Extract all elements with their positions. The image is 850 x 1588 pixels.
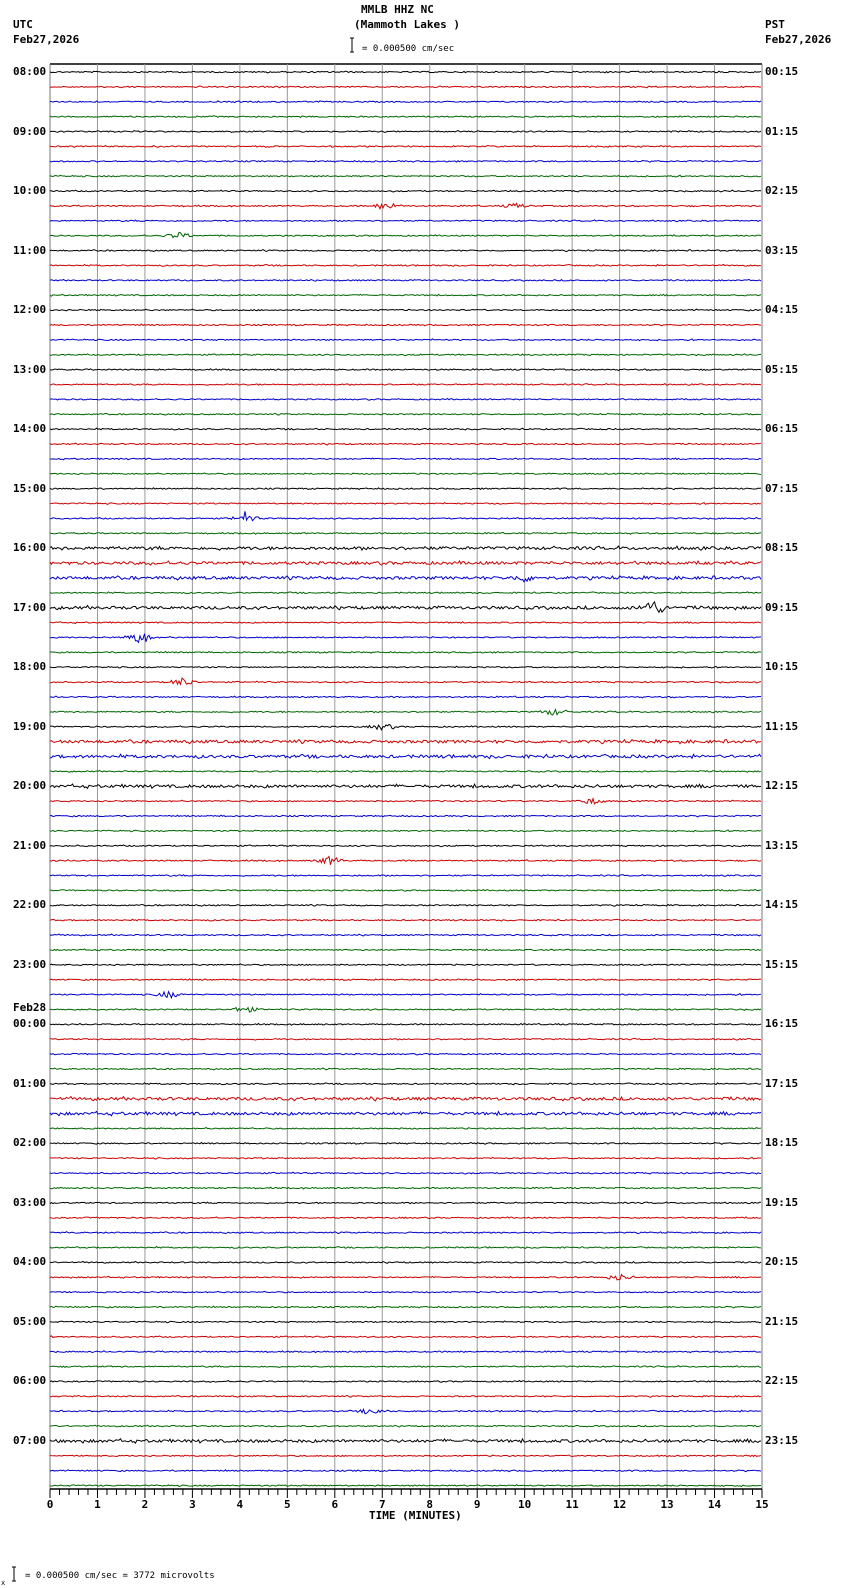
seismic-trace bbox=[50, 458, 761, 460]
seismic-trace bbox=[50, 724, 761, 729]
seismic-trace bbox=[50, 413, 761, 415]
seismic-trace bbox=[50, 576, 761, 582]
station-location: (Mammoth Lakes ) bbox=[354, 18, 460, 31]
seismic-trace bbox=[50, 443, 761, 445]
pst-hour-label: 12:15 bbox=[765, 779, 799, 793]
seismic-trace bbox=[50, 309, 761, 311]
seismic-trace bbox=[50, 190, 761, 192]
seismic-trace bbox=[50, 634, 761, 643]
x-tick-label: 9 bbox=[473, 1498, 481, 1511]
utc-hour-label: 13:00 bbox=[13, 362, 47, 376]
pst-hour-label: 16:15 bbox=[765, 1017, 799, 1031]
seismic-trace bbox=[50, 592, 761, 594]
seismic-trace bbox=[50, 384, 761, 386]
pst-hour-label: 03:15 bbox=[765, 243, 799, 257]
seismic-trace bbox=[50, 949, 761, 951]
x-tick-label: 10 bbox=[518, 1498, 532, 1511]
utc-hour-label: 17:00 bbox=[13, 600, 47, 614]
x-tick-label: 5 bbox=[284, 1498, 291, 1511]
pst-hour-label: 13:15 bbox=[765, 838, 799, 852]
seismic-trace bbox=[50, 799, 761, 804]
seismic-trace bbox=[50, 1023, 761, 1025]
seismic-trace bbox=[50, 830, 761, 832]
seismic-trace bbox=[50, 875, 761, 877]
utc-hour-label: 19:00 bbox=[13, 719, 47, 733]
utc-hour-label: 15:00 bbox=[13, 481, 47, 495]
utc-hour-label: 11:00 bbox=[13, 243, 47, 257]
seismic-trace bbox=[50, 934, 761, 936]
left-timezone: UTC bbox=[13, 18, 33, 31]
seismic-trace bbox=[50, 398, 761, 400]
seismic-trace bbox=[50, 666, 761, 668]
utc-hour-label: 14:00 bbox=[13, 422, 47, 436]
seismic-trace bbox=[50, 1351, 761, 1353]
seismic-trace bbox=[50, 1097, 761, 1101]
seismic-trace bbox=[50, 919, 761, 921]
seismic-trace bbox=[50, 1381, 761, 1383]
utc-hour-label: 23:00 bbox=[13, 957, 47, 971]
pst-hour-label: 20:15 bbox=[765, 1255, 799, 1269]
pst-hour-label: 18:15 bbox=[765, 1136, 799, 1150]
pst-hour-label: 21:15 bbox=[765, 1314, 799, 1328]
utc-hour-label: 21:00 bbox=[13, 838, 47, 852]
footer-scale-bar-icon bbox=[12, 1567, 16, 1581]
x-tick-label: 7 bbox=[378, 1498, 386, 1511]
pst-hour-label: 06:15 bbox=[765, 422, 799, 436]
seismic-trace bbox=[50, 815, 761, 817]
seismic-trace bbox=[50, 1187, 761, 1189]
seismic-trace bbox=[50, 622, 761, 624]
pst-hour-label: 23:15 bbox=[765, 1433, 799, 1447]
seismic-trace bbox=[50, 1336, 761, 1338]
x-tick-label: 3 bbox=[189, 1498, 196, 1511]
x-tick-label: 14 bbox=[707, 1498, 722, 1511]
seismic-trace bbox=[50, 1409, 761, 1413]
seismic-trace bbox=[50, 131, 761, 133]
seismic-trace bbox=[50, 1395, 761, 1397]
seismic-trace bbox=[50, 1068, 761, 1070]
seismic-trace bbox=[50, 1008, 761, 1013]
seismic-trace bbox=[50, 651, 761, 653]
seismic-trace bbox=[50, 889, 761, 891]
utc-hour-label: 05:00 bbox=[13, 1314, 47, 1328]
seismic-trace bbox=[50, 1366, 761, 1368]
pst-hour-label: 08:15 bbox=[765, 541, 799, 555]
seismic-trace bbox=[50, 203, 761, 208]
pst-hour-label: 19:15 bbox=[765, 1195, 799, 1209]
x-tick-label: 15 bbox=[755, 1498, 769, 1511]
seismic-trace bbox=[50, 1202, 761, 1204]
pst-hour-label: 17:15 bbox=[765, 1076, 799, 1090]
seismic-trace bbox=[50, 145, 761, 147]
seismic-trace bbox=[50, 1111, 761, 1115]
seismic-trace bbox=[50, 1470, 761, 1472]
seismic-trace bbox=[50, 845, 761, 847]
seismic-trace bbox=[50, 1172, 761, 1174]
seismic-trace bbox=[50, 339, 761, 341]
seismic-trace bbox=[50, 86, 761, 88]
scale-label: = 0.000500 cm/sec bbox=[362, 44, 455, 54]
seismic-trace bbox=[50, 532, 761, 534]
seismic-trace bbox=[50, 1083, 761, 1085]
seismic-trace bbox=[50, 354, 761, 356]
seismic-trace bbox=[50, 71, 761, 73]
seismic-trace bbox=[50, 696, 761, 698]
seismic-trace bbox=[50, 175, 761, 177]
x-tick-label: 2 bbox=[141, 1498, 149, 1511]
pst-hour-label: 00:15 bbox=[765, 65, 799, 78]
utc-hour-label: 18:00 bbox=[13, 660, 47, 674]
utc-hour-label: 09:00 bbox=[13, 124, 47, 138]
x-tick-label: 1 bbox=[94, 1498, 101, 1511]
x-tick-label: 0 bbox=[46, 1498, 54, 1511]
seismic-trace bbox=[50, 1321, 761, 1323]
seismic-trace bbox=[50, 678, 761, 684]
seismic-trace bbox=[50, 1157, 761, 1159]
seismic-trace bbox=[50, 546, 761, 550]
seismic-trace bbox=[50, 324, 761, 326]
x-tick-label: 6 bbox=[331, 1498, 339, 1511]
scale-bar-icon bbox=[350, 38, 354, 52]
utc-hour-label: 16:00 bbox=[13, 541, 47, 555]
x-tick-label: 8 bbox=[426, 1498, 434, 1511]
seismic-trace bbox=[50, 709, 761, 715]
pst-hour-label: 10:15 bbox=[765, 660, 799, 674]
utc-hour-label: 07:00 bbox=[13, 1433, 47, 1447]
seismic-trace bbox=[50, 1274, 761, 1279]
utc-hour-label: 08:00 bbox=[13, 65, 47, 78]
utc-hour-label: 04:00 bbox=[13, 1255, 47, 1269]
seismic-trace bbox=[50, 1439, 761, 1443]
seismic-trace bbox=[50, 1455, 761, 1457]
seismic-trace bbox=[50, 1247, 761, 1249]
x-tick-label: 4 bbox=[236, 1498, 244, 1511]
seismic-trace bbox=[50, 754, 761, 758]
pst-hour-label: 04:15 bbox=[765, 303, 799, 317]
seismic-trace bbox=[50, 561, 761, 565]
seismic-trace bbox=[50, 220, 761, 222]
x-tick-label: 13 bbox=[660, 1498, 674, 1511]
x-axis-label: TIME (MINUTES) bbox=[369, 1509, 462, 1522]
x-tick-label: 11 bbox=[565, 1498, 579, 1511]
seismic-trace bbox=[50, 1291, 761, 1293]
right-date: Feb27,2026 bbox=[765, 33, 832, 46]
pst-hour-label: 15:15 bbox=[765, 957, 799, 971]
seismic-trace bbox=[50, 294, 761, 296]
seismic-trace bbox=[50, 979, 761, 981]
utc-hour-label: 06:00 bbox=[13, 1374, 47, 1388]
seismic-trace bbox=[50, 473, 761, 475]
seismic-trace bbox=[50, 784, 761, 788]
x-tick-label: 12 bbox=[612, 1498, 627, 1511]
seismic-trace bbox=[50, 1485, 761, 1487]
seismic-trace bbox=[50, 264, 761, 266]
utc-hour-label: 01:00 bbox=[13, 1076, 47, 1090]
seismic-trace bbox=[50, 369, 761, 371]
pst-hour-label: 09:15 bbox=[765, 600, 799, 614]
seismic-trace bbox=[50, 1232, 761, 1234]
seismic-trace bbox=[50, 856, 761, 864]
seismic-trace bbox=[50, 964, 761, 966]
seismic-trace bbox=[50, 488, 761, 490]
seismic-trace bbox=[50, 250, 761, 252]
utc-hour-label: 20:00 bbox=[13, 779, 47, 793]
utc-hour-label: 02:00 bbox=[13, 1136, 47, 1150]
left-date: Feb27,2026 bbox=[13, 33, 80, 46]
utc-hour-label: 22:00 bbox=[13, 898, 47, 912]
seismic-trace bbox=[50, 1261, 761, 1263]
utc-hour-label: 12:00 bbox=[13, 303, 47, 317]
seismic-trace bbox=[50, 1038, 761, 1040]
seismic-trace bbox=[50, 279, 761, 281]
seismic-trace bbox=[50, 1425, 761, 1427]
pst-hour-label: 07:15 bbox=[765, 481, 799, 495]
seismic-trace bbox=[50, 770, 761, 772]
seismic-trace bbox=[50, 1142, 761, 1144]
seismic-trace bbox=[50, 992, 761, 998]
right-timezone: PST bbox=[765, 18, 785, 31]
seismic-trace bbox=[50, 101, 761, 103]
pst-hour-label: 05:15 bbox=[765, 362, 799, 376]
date-change-label: Feb28 bbox=[13, 1001, 47, 1014]
seismic-trace bbox=[50, 428, 761, 430]
seismic-trace bbox=[50, 740, 761, 744]
pst-hour-label: 11:15 bbox=[765, 719, 799, 733]
seismic-trace bbox=[50, 904, 761, 906]
footer-prefix: x bbox=[1, 1579, 6, 1587]
pst-hour-label: 14:15 bbox=[765, 898, 799, 912]
utc-hour-label: 03:00 bbox=[13, 1195, 47, 1209]
seismic-trace bbox=[50, 1128, 761, 1130]
seismic-trace bbox=[50, 1217, 761, 1219]
utc-hour-label: 00:00 bbox=[13, 1017, 47, 1031]
seismic-trace bbox=[50, 232, 761, 237]
pst-hour-label: 01:15 bbox=[765, 124, 799, 138]
pst-hour-label: 22:15 bbox=[765, 1374, 799, 1388]
seismic-trace bbox=[50, 1306, 761, 1308]
seismic-trace bbox=[50, 511, 761, 520]
seismic-trace bbox=[50, 503, 761, 505]
pst-hour-label: 02:15 bbox=[765, 184, 799, 198]
seismic-trace bbox=[50, 116, 761, 118]
seismic-trace bbox=[50, 1053, 761, 1055]
utc-hour-label: 10:00 bbox=[13, 184, 47, 198]
footer-scale-note: = 0.000500 cm/sec = 3772 microvolts bbox=[25, 1571, 215, 1581]
seismic-trace bbox=[50, 602, 761, 612]
seismic-trace bbox=[50, 161, 761, 163]
station-title: MMLB HHZ NC bbox=[361, 3, 434, 16]
